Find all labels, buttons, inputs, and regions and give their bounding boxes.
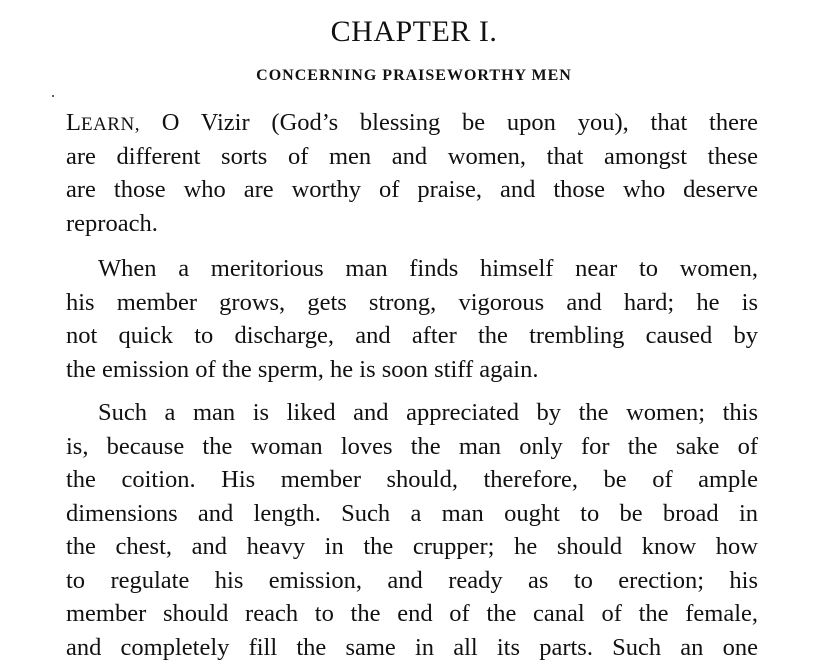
text-line	[66, 106, 758, 140]
first-line-text: O Vizir (God’s blessing be upon you), that there	[140, 109, 758, 136]
paragraph-2	[66, 252, 758, 386]
text-line: dimensions and length. Such a man ought to be broad in	[66, 497, 758, 531]
text-line: his member grows, gets strong, vigorous and hard; he is	[66, 286, 758, 320]
text-line: are different sorts of men and women, that amongst these	[66, 140, 758, 174]
lead-initial: L	[66, 109, 81, 136]
text-line: Such a man is liked and appreciated by the women; this	[66, 396, 758, 430]
text-line: the emission of the sperm, he is soon stiff again.	[66, 353, 758, 387]
text-line: member should reach to the end of the canal of the female,	[66, 597, 758, 631]
text-line: are those who are worthy of praise, and those who deserve	[66, 173, 758, 207]
chapter-subtitle: CONCERNING PRAISEWORTHY MEN	[0, 66, 828, 86]
text-line: not quick to discharge, and after the trembling caused by	[66, 319, 758, 353]
text-line: to regulate his emission, and ready as to erection; his	[66, 564, 758, 598]
paragraph-3	[66, 396, 758, 664]
text-line: is, because the woman loves the man only for the sake of	[66, 430, 758, 464]
margin-speck	[52, 95, 54, 97]
text-line: and completely fill the same in all its parts. Such an one	[66, 631, 758, 664]
text-line: the coition. His member should, therefore, be of ample	[66, 463, 758, 497]
paragraph-1	[66, 106, 758, 240]
text-line: the chest, and heavy in the crupper; he should know how	[66, 530, 758, 564]
chapter-title: CHAPTER I.	[0, 14, 828, 50]
text-line: reproach.	[66, 207, 758, 241]
text-line: When a meritorious man finds himself near to women,	[66, 252, 758, 286]
body-text	[66, 106, 758, 664]
lead-word-rest: EARN,	[81, 114, 140, 135]
